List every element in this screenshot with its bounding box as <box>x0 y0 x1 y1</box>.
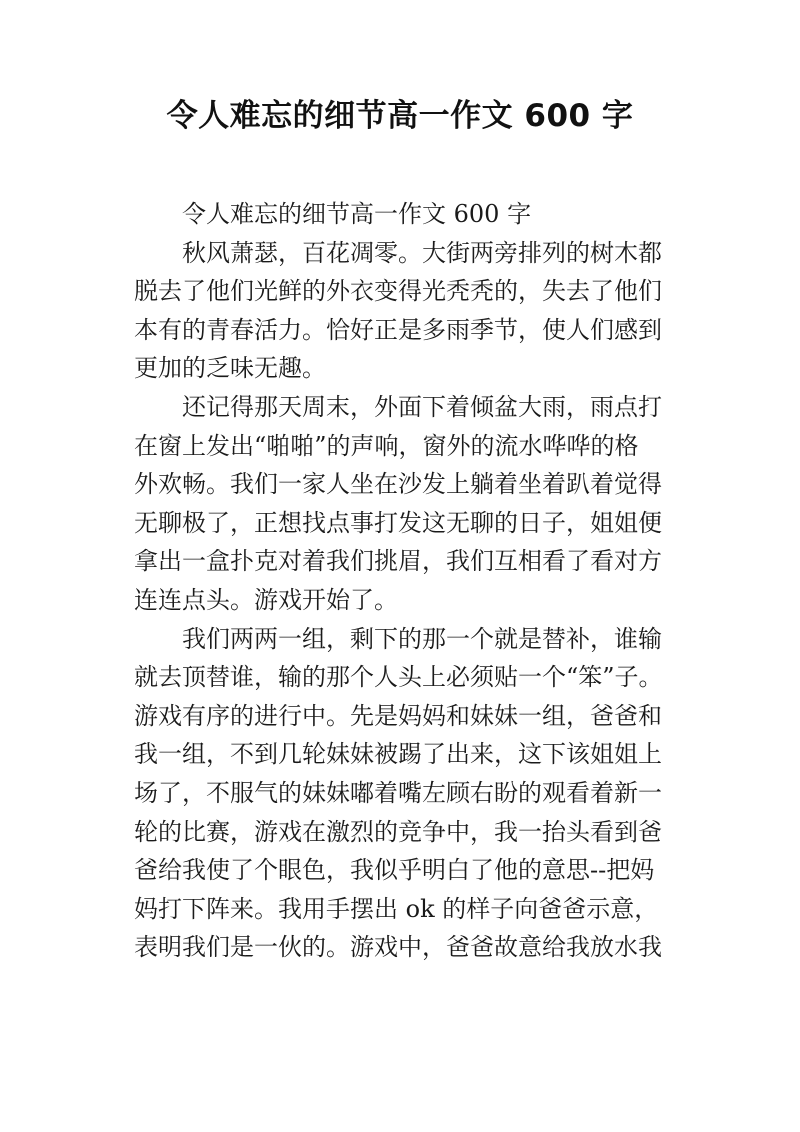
body-line: 本有的青春活力。恰好正是多雨季节，使人们感到 <box>134 315 662 344</box>
body-line: 连连点头。游戏开始了。 <box>134 585 398 614</box>
body-line: 我们两两一组，剩下的那一个就是替补，谁输 <box>182 624 662 653</box>
body-line: 秋风萧瑟，百花凋零。大街两旁排列的树木都 <box>182 238 662 267</box>
body-line: 脱去了他们光鲜的外衣变得光秃秃的，失去了他们 <box>134 277 662 306</box>
body-line: 场了，不服气的妹妹嘟着嘴左顾右盼的观看着新一 <box>134 778 662 807</box>
body-line: 就去顶替谁，输的那个人头上必须贴一个“笨”子。 <box>134 663 663 692</box>
body-line: 游戏有序的进行中。先是妈妈和妹妹一组，爸爸和 <box>134 701 662 730</box>
body-line: 外欢畅。我们一家人坐在沙发上躺着坐着趴着觉得 <box>134 470 662 499</box>
body-line: 拿出一盒扑克对着我们挑眉，我们互相看了看对方 <box>134 547 662 576</box>
body-line: 妈打下阵来。我用手摆出 ok 的样子向爸爸示意， <box>134 894 659 923</box>
body-line: 在窗上发出“啪啪”的声响，窗外的流水哗哗的格 <box>134 431 639 460</box>
body-line: 令人难忘的细节高一作文 600 字 <box>182 200 532 228</box>
body-line: 我一组，不到几轮妹妹被踢了出来，这下该姐姐上 <box>134 740 662 769</box>
body-line: 爸给我使了个眼色，我似乎明白了他的意思--把妈 <box>134 856 655 885</box>
document-body <box>134 195 674 967</box>
body-line: 还记得那天周末，外面下着倾盆大雨，雨点打 <box>182 392 662 421</box>
body-line: 更加的乏味无趣。 <box>134 354 326 383</box>
body-line: 轮的比赛，游戏在激烈的竞争中，我一抬头看到爸 <box>134 817 662 846</box>
document-title: 令人难忘的细节高一作文 600 字 <box>166 98 634 134</box>
body-line: 无聊极了，正想找点事打发这无聊的日子，姐姐便 <box>134 508 662 537</box>
body-line: 表明我们是一伙的。游戏中，爸爸故意给我放水我 <box>134 933 662 962</box>
